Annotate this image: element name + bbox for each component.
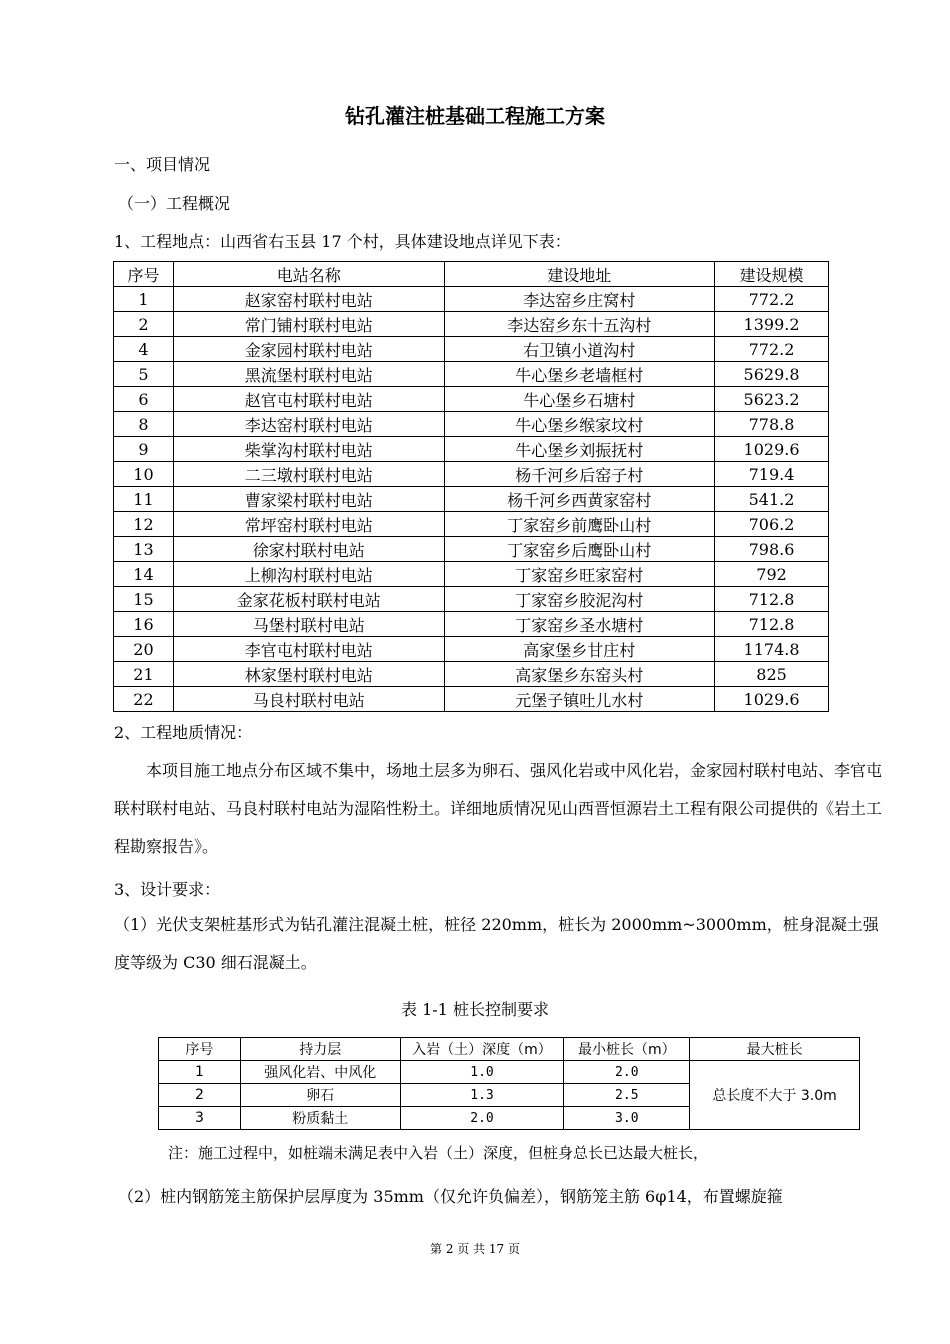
table-cell: 李达窑乡庄窝村: [444, 287, 715, 312]
table-cell: 712.8: [715, 612, 829, 637]
table-cell: 15: [114, 587, 174, 612]
table-cell: 21: [114, 662, 174, 687]
table-cell: 牛心堡乡刘振抚村: [444, 437, 715, 462]
table-cell: 1.0: [400, 1061, 564, 1084]
item-geology: 2、工程地质情况：: [114, 723, 253, 742]
column-header: 持力层: [240, 1038, 400, 1061]
table-cell: 粉质黏土: [240, 1107, 400, 1130]
table-cell: 元堡子镇吐儿水村: [444, 687, 715, 712]
column-header: 电站名称: [173, 262, 444, 287]
table-cell: 李达窑乡东十五沟村: [444, 312, 715, 337]
table-cell: 林家堡村联村电站: [173, 662, 444, 687]
table-cell: 强风化岩、中风化: [240, 1061, 400, 1084]
table-cell: 牛心堡乡石塘村: [444, 387, 715, 412]
table-cell: 16: [114, 612, 174, 637]
pile-length-table: [158, 1037, 860, 1130]
table-cell: 1399.2: [715, 312, 829, 337]
table-row: [114, 462, 829, 487]
table-cell: 1174.8: [715, 637, 829, 662]
table-row: [114, 487, 829, 512]
page-footer: 第 2 页 共 17 页: [430, 1242, 520, 1256]
table-cell: 常门铺村联村电站: [173, 312, 444, 337]
table-cell: 9: [114, 437, 174, 462]
table-cell: 2.5: [564, 1084, 690, 1107]
max-length-note: 总长度不大于 3.0m: [690, 1061, 860, 1130]
table-cell: 3.0: [564, 1107, 690, 1130]
table-row: [114, 637, 829, 662]
table-row: [114, 387, 829, 412]
table-cell: 772.2: [715, 337, 829, 362]
table-cell: 卵石: [240, 1084, 400, 1107]
table-cell: 1029.6: [715, 437, 829, 462]
table-cell: 13: [114, 537, 174, 562]
table-cell: 1: [159, 1061, 241, 1084]
table-cell: 706.2: [715, 512, 829, 537]
table-cell: 6: [114, 387, 174, 412]
table-cell: 2: [159, 1084, 241, 1107]
table-cell: 778.8: [715, 412, 829, 437]
table-cell: 798.6: [715, 537, 829, 562]
table-cell: 丁家窑乡圣水塘村: [444, 612, 715, 637]
table-cell: 2: [114, 312, 174, 337]
table-cell: 马堡村联村电站: [173, 612, 444, 637]
table-cell: 曹家梁村联村电站: [173, 487, 444, 512]
table-row: [114, 412, 829, 437]
item-project-location: 1、工程地点：山西省右玉县 17 个村，具体建设地点详见下表：: [114, 232, 571, 251]
table-row: [114, 362, 829, 387]
table-cell: 徐家村联村电站: [173, 537, 444, 562]
table-header-row: [159, 1038, 860, 1061]
table-cell: 712.8: [715, 587, 829, 612]
table-note: 注：施工过程中，如桩端未满足表中入岩（土）深度，但桩身总长已达最大桩长，: [168, 1144, 709, 1162]
table-cell: 高家堡乡东窑头村: [444, 662, 715, 687]
table-header-row: [114, 262, 829, 287]
section-heading: 一、项目情况: [114, 155, 211, 174]
table-row: [114, 562, 829, 587]
table-cell: 上柳沟村联村电站: [173, 562, 444, 587]
table-cell: 20: [114, 637, 174, 662]
table-row: [114, 537, 829, 562]
table-cell: 牛心堡乡缑家坟村: [444, 412, 715, 437]
table-row: [114, 687, 829, 712]
table-cell: 4: [114, 337, 174, 362]
column-header: 序号: [114, 262, 174, 287]
table-row: [114, 612, 829, 637]
design-paragraph-1: （1）光伏支架桩基形式为钻孔灌注混凝土桩，桩径 220mm，桩长为 2000mm~3000mm，桩身混凝土强度等级为 C30 细石混凝土。: [114, 915, 879, 972]
table-cell: 李达窑村联村电站: [173, 412, 444, 437]
table-cell: 772.2: [715, 287, 829, 312]
table-cell: 常坪窑村联村电站: [173, 512, 444, 537]
item-design-requirements: 3、设计要求：: [114, 880, 221, 899]
table-cell: 黑流堡村联村电站: [173, 362, 444, 387]
table-cell: 541.2: [715, 487, 829, 512]
geology-text: 本项目施工地点分布区域不集中，场地土层多为卵石、强风化岩或中风化岩，金家园村联村电站、李官屯联村联村电站、马良村联村电站为湿陷性粉土。详细地质情况见山西晋恒源岩土工程有限公司提供的《岩土工程勘察报告》。: [114, 761, 883, 856]
column-header: 入岩（土）深度（m）: [400, 1038, 564, 1061]
table-cell: 金家花板村联村电站: [173, 587, 444, 612]
design-paragraph-2: （2）桩内钢筋笼主筋保护层厚度为 35mm（仅允许负偏差），钢筋笼主筋 6φ14，布置螺旋箍: [118, 1187, 783, 1206]
table-cell: 1: [114, 287, 174, 312]
table-row: [114, 662, 829, 687]
table-row: [159, 1061, 860, 1084]
table-cell: 李官屯村联村电站: [173, 637, 444, 662]
geology-paragraph: [114, 752, 884, 866]
table-cell: 杨千河乡西黄家窑村: [444, 487, 715, 512]
column-header: 建设地址: [444, 262, 715, 287]
table-cell: 马良村联村电站: [173, 687, 444, 712]
table-cell: 高家堡乡甘庄村: [444, 637, 715, 662]
table-cell: 5623.2: [715, 387, 829, 412]
table-cell: 杨千河乡后窑子村: [444, 462, 715, 487]
table-cell: 赵家窑村联村电站: [173, 287, 444, 312]
table-cell: 2.0: [400, 1107, 564, 1130]
table-cell: 8: [114, 412, 174, 437]
table-cell: 3: [159, 1107, 241, 1130]
table-cell: 14: [114, 562, 174, 587]
table-caption: 表 1-1 桩长控制要求: [401, 1000, 549, 1019]
table-cell: 赵官屯村联村电站: [173, 387, 444, 412]
document-title: 钻孔灌注桩基础工程施工方案: [345, 104, 605, 128]
subsection-heading: （一）工程概况: [118, 194, 231, 213]
table-row: [114, 437, 829, 462]
table-cell: 金家园村联村电站: [173, 337, 444, 362]
column-header: 最大桩长: [690, 1038, 860, 1061]
table-cell: 825: [715, 662, 829, 687]
column-header: 序号: [159, 1038, 241, 1061]
table-cell: 丁家窑乡前鹰卧山村: [444, 512, 715, 537]
column-header: 建设规模: [715, 262, 829, 287]
table-cell: 1.3: [400, 1084, 564, 1107]
table-cell: 22: [114, 687, 174, 712]
table-cell: 牛心堡乡老墙框村: [444, 362, 715, 387]
table-row: [114, 287, 829, 312]
table-row: [114, 512, 829, 537]
table-row: [114, 587, 829, 612]
table-cell: 柴掌沟村联村电站: [173, 437, 444, 462]
table-cell: 右卫镇小道沟村: [444, 337, 715, 362]
table-cell: 2.0: [564, 1061, 690, 1084]
table-cell: 719.4: [715, 462, 829, 487]
table-cell: 1029.6: [715, 687, 829, 712]
table-cell: 丁家窑乡后鹰卧山村: [444, 537, 715, 562]
table-cell: 丁家窑乡旺家窑村: [444, 562, 715, 587]
table-cell: 10: [114, 462, 174, 487]
table-cell: 792: [715, 562, 829, 587]
table-cell: 二三墩村联村电站: [173, 462, 444, 487]
column-header: 最小桩长（m）: [564, 1038, 690, 1061]
table-cell: 11: [114, 487, 174, 512]
table-row: [114, 312, 829, 337]
table-cell: 5: [114, 362, 174, 387]
table-cell: 5629.8: [715, 362, 829, 387]
stations-table: [113, 261, 829, 712]
table-row: [114, 337, 829, 362]
table-cell: 丁家窑乡胶泥沟村: [444, 587, 715, 612]
table-cell: 12: [114, 512, 174, 537]
